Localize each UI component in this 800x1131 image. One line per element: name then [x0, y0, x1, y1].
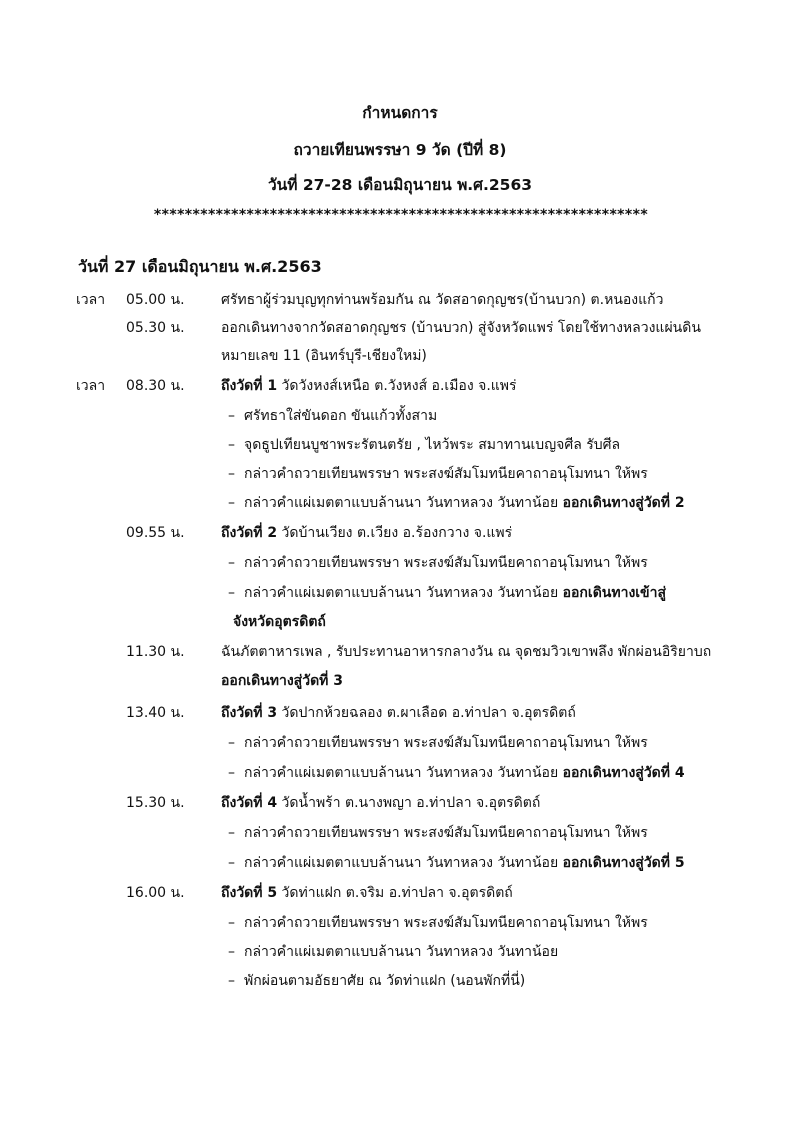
activity-0530-cont: หมายเลข 11 (อินทร์บุรี-เชียงใหม่)	[221, 348, 427, 364]
time-0830: 08.30 น.	[126, 378, 185, 394]
temple-3-name: วัดปากห้วยฉลอง ต.ผาเลือด อ.ท่าปลา จ.อุตรดิตถ์	[277, 705, 576, 721]
event-title: ถวายเทียนพรรษา 9 วัด (ปีที่ 8)	[293, 141, 507, 159]
temple-2-line	[221, 523, 512, 543]
day-heading: วันที่ 27 เดือนมิถุนายน พ.ศ.2563	[78, 257, 322, 276]
bullet-dash: –	[228, 585, 235, 601]
temple-4-line	[221, 793, 540, 813]
time-1130: 11.30 น.	[126, 644, 185, 660]
temple-3-line	[221, 703, 576, 723]
temple-1-label: ถึงวัดที่ 1	[221, 378, 278, 394]
bullet-dash: –	[228, 825, 235, 841]
temple-2-name: วัดบ้านเวียง ต.เวียง อ.ร้องกวาง จ.แพร่	[277, 525, 513, 541]
bullet-dash: –	[228, 466, 235, 482]
activity-0530: ออกเดินทางจากวัดสอาดกุญชร (บ้านบวก) สู่จังหวัดแพร่ โดยใช้ทางหลวงแผ่นดิน	[221, 320, 701, 336]
bullet-dash: –	[228, 408, 235, 424]
time-1530: 15.30 น.	[126, 795, 185, 811]
temple-3-label: ถึงวัดที่ 3	[221, 705, 278, 721]
bullet-dash: –	[228, 437, 235, 453]
temple-5-label: ถึงวัดที่ 5	[221, 885, 278, 901]
time-label: เวลา	[76, 378, 106, 394]
temple-2-label: ถึงวัดที่ 2	[221, 525, 278, 541]
time-label: เวลา	[76, 292, 106, 308]
bullet-dash: –	[228, 944, 235, 960]
activity-1130: ฉันภัตตาหารเพล , รับประทานอาหารกลางวัน ณ จุดชมวิวเขาพลึง พักผ่อนอิริยาบถ	[221, 644, 712, 660]
list-item-cont: จังหวัดอุตรดิตถ์	[233, 614, 326, 630]
schedule-title: กำหนดการ	[362, 104, 438, 122]
bullet-dash: –	[228, 915, 235, 931]
activity-1130-depart: ออกเดินทางสู่วัดที่ 3	[221, 673, 344, 689]
bullet-dash: –	[228, 735, 235, 751]
temple-5-name: วัดท่าแฝก ต.จริม อ.ท่าปลา จ.อุตรดิตถ์	[277, 885, 513, 901]
temple-5-line	[221, 883, 513, 903]
temple-4-label: ถึงวัดที่ 4	[221, 795, 278, 811]
temple-1-line	[221, 376, 517, 396]
separator-line: ****************************************************************	[153, 207, 649, 223]
time-0955: 09.55 น.	[126, 525, 185, 541]
time-0500: 05.00 น.	[126, 292, 185, 308]
time-0530: 05.30 น.	[126, 320, 185, 336]
temple-4-name: วัดน้ำพร้า ต.นางพญา อ.ท่าปลา จ.อุตรดิตถ์	[277, 795, 541, 811]
bullet-dash: –	[228, 973, 235, 989]
activity-0500: ศรัทธาผู้ร่วมบุญทุกท่านพร้อมกัน ณ วัดสอาดกุญชร(บ้านบวก) ต.หนองแก้ว	[221, 292, 664, 308]
bullet-dash: –	[228, 855, 235, 871]
temple-1-name: วัดวังหงส์เหนือ ต.วังหงส์ อ.เมือง จ.แพร่	[277, 378, 517, 394]
bullet-dash: –	[228, 495, 235, 511]
time-1340: 13.40 น.	[126, 705, 185, 721]
event-dates: วันที่ 27-28 เดือนมิถุนายน พ.ศ.2563	[267, 176, 533, 194]
bullet-dash: –	[228, 555, 235, 571]
time-1600: 16.00 น.	[126, 885, 185, 901]
bullet-dash: –	[228, 765, 235, 781]
document-page: กำหนดการ ถวายเทียนพรรษา 9 วัด (ปีที่ 8) วันที่ 27-28 เดือนมิถุนายน พ.ศ.2563 **************************************************************** วันที่ 27 เดือนมิถุนายน พ.ศ.2563 เวลา 05.00 น. ศรัทธาผู้ร่วมบุญทุกท่านพร้อมกัน ณ วัดสอาดกุญชร(บ้านบวก) ต.หนองแก้ว 05.30 น. ออกเดินทางจากวัดสอาดกุญชร (บ้านบวก) สู่จังหวัดแพร่ โดยใช้ทางหลวงแผ่นดิน หมายเลข 11 (อินทร์บุรี-เชียงใหม่) เวลา 08.30 น. ถึงวัดที่ 1 วัดวังหงส์เหนือ ต.วังหงส์ อ.เมือง จ.แพร่ – ศรัทธาใส่ขันดอก ขันแก้วทั้งสาม – จุดธูปเทียนบูชาพระรัตนตรัย , ไหว้พระ สมาทานเบญจศีล รับศีล – กล่าวคำถวายเทียนพรรษา พระสงฆ์สัมโมทนียคาถาอนุโมทนา ให้พร – กล่าวคำแผ่เมตตาแบบล้านนา วันทาหลวง วันทาน้อย ออกเดินทางสู่วัดที่ 2 09.55 น. ถึงวัดที่ 2 วัดบ้านเวียง ต.เวียง อ.ร้องกวาง จ.แพร่ – กล่าวคำถวายเทียนพรรษา พระสงฆ์สัมโมทนียคาถาอนุโมทนา ให้พร – กล่าวคำแผ่เมตตาแบบล้านนา วันทาหลวง วันทาน้อย ออกเดินทางเข้าสู่ จังหวัดอุตรดิตถ์ 11.30 น. ฉันภัตตาหารเพล , รับประทานอาหารกลางวัน ณ จุดชมวิวเขาพลึง พักผ่อนอิริยาบถ ออกเดินทางสู่วัดที่ 3 13.40 น. ถึงวัดที่ 3 วัดปากห้วยฉลอง ต.ผาเลือด อ.ท่าปลา จ.อุตรดิตถ์ – กล่าวคำถวายเทียนพรรษา พระสงฆ์สัมโมทนียคาถาอนุโมทนา ให้พร – กล่าวคำแผ่เมตตาแบบล้านนา วันทาหลวง วันทาน้อย ออกเดินทางสู่วัดที่ 4 15.30 น. ถึงวัดที่ 4 วัดน้ำพร้า ต.นางพญา อ.ท่าปลา จ.อุตรดิตถ์ – กล่าวคำถวายเทียนพรรษา พระสงฆ์สัมโมทนียคาถาอนุโมทนา ให้พร – กล่าวคำแผ่เมตตาแบบล้านนา วันทาหลวง วันทาน้อย ออกเดินทางสู่วัดที่ 5 16.00 น. ถึงวัดที่ 5 วัดท่าแฝก ต.จริม อ.ท่าปลา จ.อุตรดิตถ์ – กล่าวคำถวายเทียนพรรษา พระสงฆ์สัมโมทนียคาถาอนุโมทนา ให้พร – กล่าวคำแผ่เมตตาแบบล้านนา วันทาหลวง วันทาน้อย – พักผ่อนตามอัธยาศัย ณ วัดท่าแฝก (นอนพักที่นี่)	[0, 0, 800, 1131]
